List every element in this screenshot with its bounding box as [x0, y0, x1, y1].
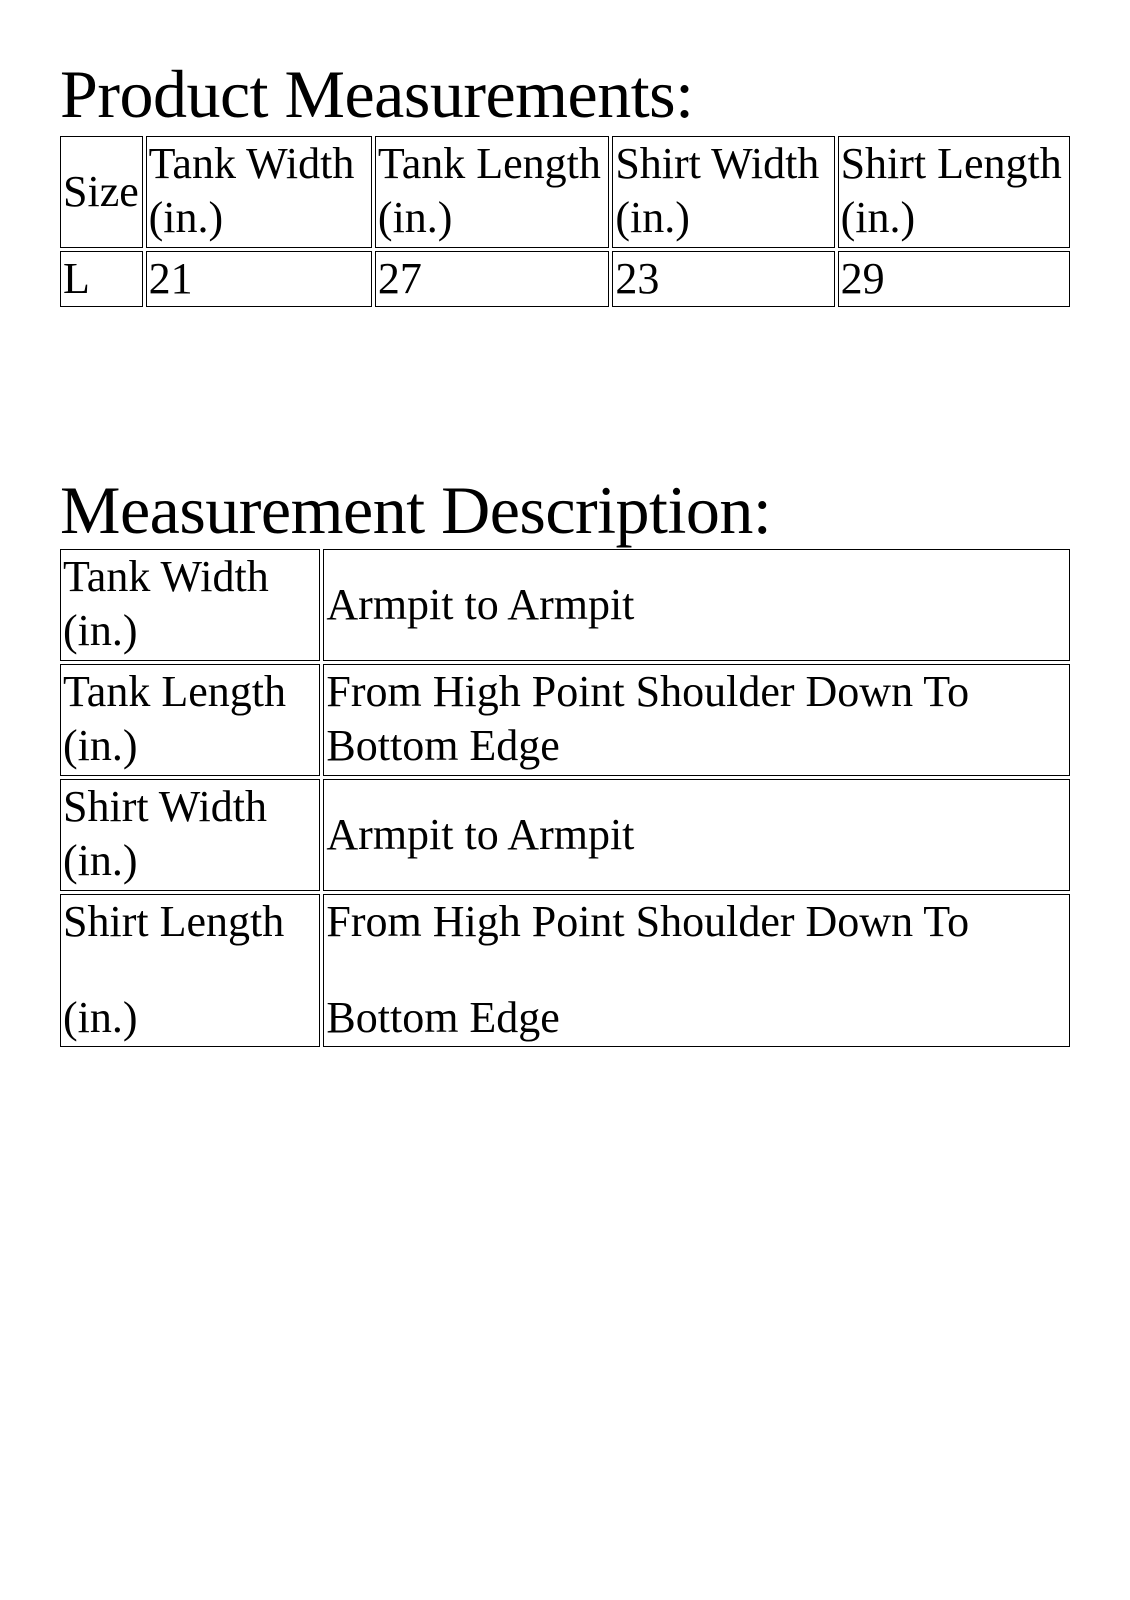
desc-value-shirt-length-line2: Bottom Edge [326, 993, 560, 1042]
desc-label-shirt-width: Shirt Width (in.) [60, 779, 320, 891]
header-shirt-width [612, 136, 834, 248]
header-tank-width-label: Tank Width (in.) [148, 139, 355, 242]
cell-shirt-width: 23 [612, 251, 834, 307]
desc-value-shirt-length [323, 894, 1070, 1047]
table-row [60, 779, 1070, 891]
desc-label-shirt-length-line1: Shirt Length [63, 897, 285, 946]
cell-tank-length: 27 [375, 251, 609, 307]
measurements-header-row [60, 136, 1070, 248]
desc-label-tank-length: Tank Length (in.) [60, 664, 320, 776]
description-title: Measurement Description: [60, 472, 772, 548]
header-shirt-length: Shirt Length (in.) [838, 136, 1070, 248]
header-tank-width [146, 136, 372, 248]
table-row [60, 549, 1070, 661]
table-row [60, 894, 1070, 1047]
table-row [60, 664, 1070, 776]
desc-value-shirt-width: Armpit to Armpit [323, 779, 1070, 891]
desc-value-tank-width: Armpit to Armpit [323, 549, 1070, 661]
desc-value-tank-length: From High Point Shoulder Down To Bottom Edge [323, 664, 1070, 776]
desc-value-shirt-length-line1: From High Point Shoulder Down To [326, 897, 970, 946]
description-table [57, 546, 1073, 1050]
header-size: Size [60, 136, 143, 248]
cell-tank-width: 21 [146, 251, 372, 307]
cell-shirt-length: 29 [838, 251, 1070, 307]
header-tank-length: Tank Length (in.) [375, 136, 609, 248]
table-row [60, 251, 1070, 307]
header-shirt-width-label: Shirt Width (in.) [615, 139, 820, 242]
measurements-title: Product Measurements: [60, 56, 694, 132]
cell-size: L [60, 251, 143, 307]
desc-label-tank-width: Tank Width (in.) [60, 549, 320, 661]
desc-label-shirt-length [60, 894, 320, 1047]
desc-label-shirt-length-line2: (in.) [63, 993, 138, 1042]
measurements-table [57, 133, 1073, 310]
